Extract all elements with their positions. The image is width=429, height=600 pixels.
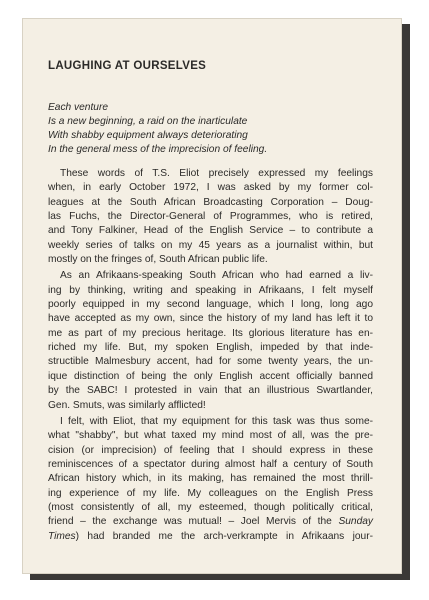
paragraph-1 [48,167,373,267]
text-line: structible Malmesbury accent, had for some twenty years, the un- [48,356,373,368]
text-line: me as part of my precious heritage. Its glorious literature has en- [48,327,373,339]
text-line: cision (or imprecision) of feeling that I should express in these [48,444,373,456]
paragraph-3 [48,415,373,544]
text-line: African history which, in its making, has remained the most thrill- [48,473,373,485]
text-line: Gen. Smuts, was similarly afflicted! [48,399,206,411]
text-line: las Fuchs, the Director-General of Programmes, who is retired, [48,211,373,223]
text-line: when, in early October 1972, I was asked by my former col- [48,182,373,194]
paragraph-2 [48,269,373,412]
text-line: what "shabby", but what taxed my mind most of all, was the pre- [48,430,373,442]
text-line: by the SABC! I protested in vain that an illustrious Swartlander, [48,385,373,397]
text-line: These words of T.S. Eliot precisely expressed my feelings [60,168,373,179]
verse-line: With shabby equipment always deteriorating [48,130,248,141]
text-line: ing by thinking, writing and speaking in Afrikaans, I felt myself [48,284,373,296]
text-line: and Tony Falkiner, Head of the English Service – to contribute a [48,225,373,237]
epigraph-verse [48,101,373,157]
text-line: ique distinction of being the only English accent officially banned [48,370,373,382]
text-line: riched my life. But, my spoken English, impeded by that inde- [48,342,373,354]
text-line: I felt, with Eliot, that my equipment for this task was thus some- [60,415,373,427]
text-line: leagues at the South African Broadcasting Corporation – Doug- [48,196,373,208]
text-line: (most consistently of all, my esteemed, though politically critical, [48,501,373,513]
page-content [48,59,373,546]
text-line: friend – the exchange was mutual! – Joel Mervis of the Sunday [48,516,373,528]
text-line: poorly equipped in my second language, which I long, long ago [48,299,373,311]
verse-line: Each venture [48,102,109,113]
text-line: Times) had branded me the arch-verkrampte in Afrikaans jour- [48,530,373,542]
chapter-heading: LAUGHING AT OURSELVES [48,60,207,72]
text-line: mostly on the fringes of, South African public life. [48,254,268,266]
book-page [22,18,402,574]
verse-line: In the general mess of the imprecision of feeling. [48,144,268,155]
text-line: ing experience of my life. My colleagues on the English Press [48,487,373,499]
text-line: reminiscences of a spectator during almost half a century of South [48,458,373,470]
text-line: As an Afrikaans-speaking South African who had earned a liv- [60,270,373,282]
text-line: have accepted as my own, since the history of my land has left it to [48,313,373,325]
text-line: weekly series of talks on my 45 years as a journalist within, but [48,239,373,251]
verse-line: Is a new beginning, a raid on the inarticulate [48,116,248,127]
